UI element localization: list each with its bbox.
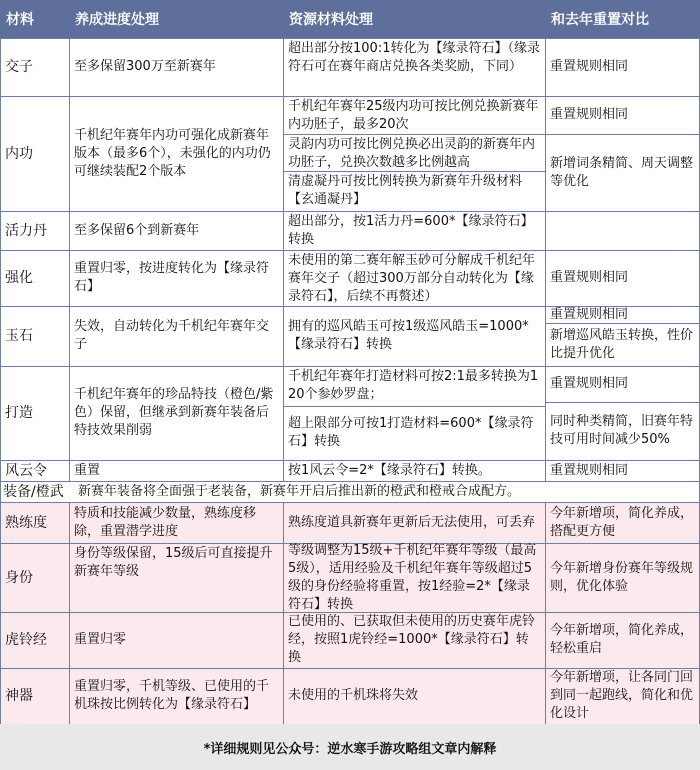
row-fengyunling-progress: 重置 xyxy=(74,462,101,478)
row-neigong-name: 内功 xyxy=(5,145,33,162)
header-progress: 养成进度处理 xyxy=(75,12,159,28)
row-zhuangbei-note: 新赛年装备将全面强于老装备，新赛年开启后推出新的橙武和橙戒合成配方。 xyxy=(78,483,521,499)
row-neigong-compare-1: 重置规则相同 xyxy=(550,107,629,122)
row-qianghua-progress: 重置归零，按进度转化为【缘录符石】 xyxy=(74,261,270,294)
row-dazao-progress: 千机纪年赛年的珍品特技（橙色/紫色）保留，但继承到新赛年装备后特技效果削弱 xyxy=(74,387,274,438)
row-huolidan-resource: 超出部分，按1活力丹=600*【缘录符石】转换 xyxy=(288,213,534,247)
row-jiaozi-progress: 至多保留300万至新赛年 xyxy=(74,59,216,74)
row-hulingjing-resource: 已使用的、已获取但未使用的历史赛年虎铃经，按照1虎铃经=1000*【缘录符石】转换 xyxy=(288,614,536,665)
row-yushi-compare-2: 新增巡风皓玉转换，性价比提升优化 xyxy=(550,327,694,361)
row-shenqi-name: 神器 xyxy=(5,688,33,704)
row-shenfen-compare: 今年新增身份赛年等级规则，优化体验 xyxy=(550,560,694,594)
row-fengyunling-name: 风云令 xyxy=(5,462,47,479)
footer-note: *详细规则见公众号：逆水寒手游攻略组文章内解释 xyxy=(0,724,700,770)
row-zhuangbei-name: 装备/橙武 xyxy=(3,483,64,500)
header-material: 材料 xyxy=(6,12,34,28)
row-neigong-compare-2: 新增词条精简、周天调整等优化 xyxy=(550,155,694,189)
row-hulingjing-name: 虎铃经 xyxy=(5,632,47,648)
row-shenfen-resource: 等级调整为15级+千机纪年赛年等级（最高5级），适用经验及千机纪年赛年等级超过5级的身份经验将重置，按1经验=2*【缘录符石】转换 xyxy=(288,543,537,612)
row-huolidan-name: 活力丹 xyxy=(5,222,47,239)
row-dazao-name: 打造 xyxy=(5,405,33,421)
row-qianghua-name: 强化 xyxy=(5,270,33,286)
row-dazao-resource-1: 千机纪年赛年打造材料可按2:1最多转换为120个参妙罗盘； xyxy=(288,369,539,402)
row-hulingjing-progress: 重置归零 xyxy=(74,632,127,647)
header-compare: 和去年重置对比 xyxy=(551,12,649,28)
row-shenqi-progress: 重置归零，千机等级、已使用的千机珠按比例转化为【缘录符石】 xyxy=(74,679,270,712)
row-yushi-progress: 失效，自动转化为千机纪年赛年交子 xyxy=(74,319,270,352)
header-resource: 资源材料处理 xyxy=(289,12,373,28)
row-jiaozi-compare: 重置规则相同 xyxy=(550,59,629,74)
row-shuliandu-progress: 特质和技能减少数量，熟练度移除，重置潜学进度 xyxy=(74,505,257,539)
row-dazao-compare-2: 同时种类精简，旧赛年特技可用时间减少50% xyxy=(550,414,694,447)
row-fengyunling-compare: 重置规则相同 xyxy=(550,462,629,478)
row-huolidan-progress: 至多保留6个到新赛年 xyxy=(74,222,200,238)
row-shenfen-name: 身份 xyxy=(5,569,33,586)
row-yushi-resource: 拥有的巡风皓玉可按1级巡风皓玉=1000*【缘录符石】转换 xyxy=(288,319,529,352)
row-neigong-resource-2: 灵韵内功可按比例兑换必出灵韵的新赛年内功胚子，兑换次数越多比例越高 xyxy=(288,137,536,170)
row-shenqi-compare: 今年新增项，让各同门回到同一起跑线，简化和优化设计 xyxy=(550,670,694,721)
row-neigong-progress: 千机纪年赛年内功可强化成新赛年版本（最多6个），未强化的内功仍可继续装配2个版本 xyxy=(74,127,271,179)
row-yushi-name: 玉石 xyxy=(5,328,33,344)
row-jiaozi-name: 交子 xyxy=(5,59,33,75)
row-shenfen-progress: 身份等级保留，15级后可直接提升新赛年等级 xyxy=(74,546,273,579)
row-hulingjing-compare: 今年新增项，简化养成，轻松重启 xyxy=(550,623,694,656)
row-qianghua-resource: 未使用的第二赛年解玉砂可分解成千机纪年赛年交子（超过300万部分自动转化为【缘录符石】，后续不再赘述） xyxy=(288,253,536,304)
row-dazao-resource-2: 超上限部分可按1打造材料=600*【缘录符石】转换 xyxy=(288,416,534,449)
row-shuliandu-name: 熟练度 xyxy=(5,514,47,531)
row-neigong-resource-3: 清虚凝丹可按比例转换为新赛年升级材料【玄通凝丹】 xyxy=(288,174,523,207)
row-jiaozi-resource: 超出部分按100:1转化为【缘录符石】（缘录符石可在赛年商店兑换各类奖励，下同） xyxy=(288,41,540,74)
row-shuliandu-compare: 今年新增项，简化养成，搭配更方便 xyxy=(550,505,694,539)
row-neigong-resource-1: 千机纪年赛年25级内功可按比例兑换新赛年内功胚子，最多20次 xyxy=(288,99,539,132)
row-qianghua-compare: 重置规则相同 xyxy=(550,270,629,285)
row-shuliandu-resource: 熟练度道具新赛年更新后无法使用，可丢弃 xyxy=(288,514,536,530)
row-shenqi-resource: 未使用的千机珠将失效 xyxy=(288,688,419,703)
row-dazao-compare-1: 重置规则相同 xyxy=(550,376,629,391)
row-yushi-compare-1: 重置规则相同 xyxy=(550,306,629,322)
row-fengyunling-resource: 按1风云令=2*【缘录符石】转换。 xyxy=(288,462,491,478)
